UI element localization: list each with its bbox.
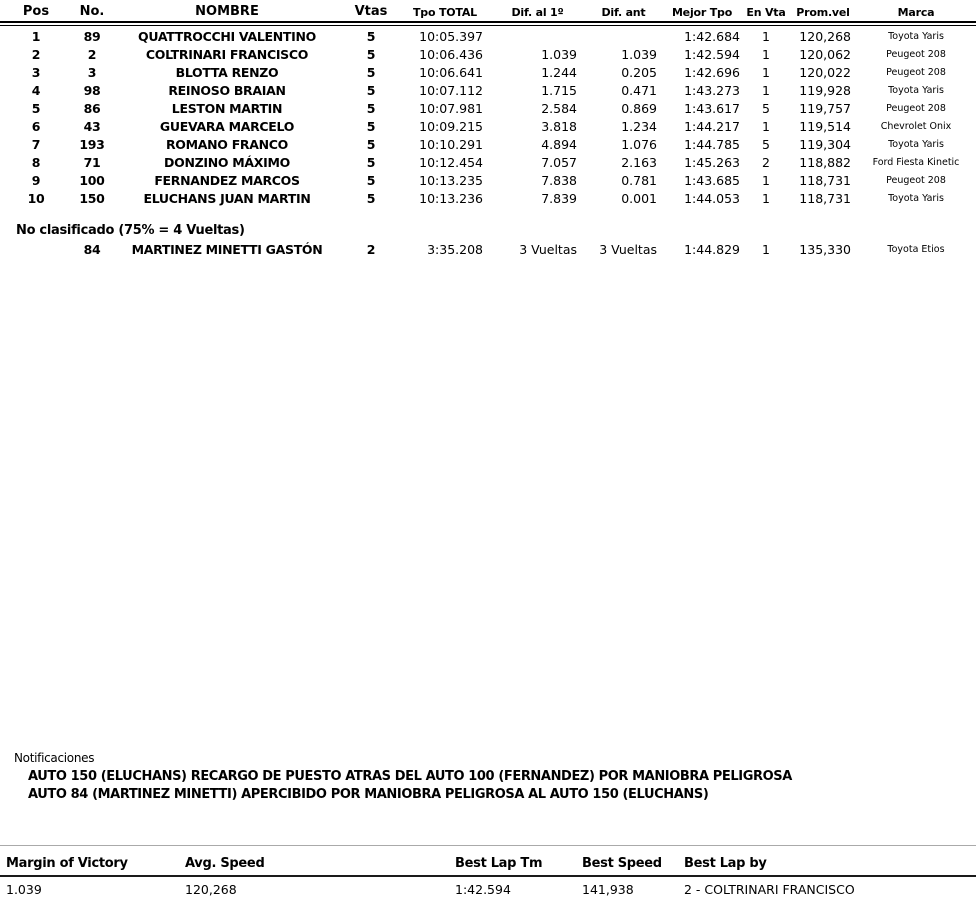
cell-nombre: BLOTTA RENZO	[175, 64, 279, 80]
table-row	[0, 117, 976, 135]
cell-tpo-total: 10:07.112	[419, 82, 483, 98]
cell-dif-al-1	[490, 27, 585, 45]
cell-tpo-total: 10:07.981	[419, 100, 483, 116]
table-row	[0, 153, 976, 171]
table-row	[0, 81, 976, 99]
not-classified-heading: No clasificado (75% = 4 Vueltas)	[16, 223, 245, 238]
cell-tpo-total: 10:10.291	[419, 136, 483, 152]
column-header-prom-vel: Prom.vel	[796, 6, 850, 19]
cell-marca: Peugeot 208	[886, 102, 946, 114]
summary-value-avg-speed: 120,268	[185, 882, 237, 897]
cell-mejor-tpo: 1:44.785	[684, 136, 740, 152]
table-row	[0, 99, 976, 117]
cell-marca: Ford Fiesta Kinetic	[872, 156, 960, 168]
cell-tpo-total: 10:06.641	[419, 64, 483, 80]
cell-pos	[0, 240, 72, 259]
cell-dif-al-1: 3 Vueltas	[519, 242, 577, 257]
cell-dif-ant: 0.471	[621, 82, 657, 98]
cell-dif-ant: 1.076	[621, 136, 657, 152]
cell-en-vta: 1	[762, 242, 770, 257]
cell-marca: Toyota Etios	[887, 244, 945, 255]
cell-nombre: LESTON MARTIN	[171, 100, 283, 116]
cell-pos: 6	[31, 118, 41, 134]
cell-marca: Peugeot 208	[886, 66, 946, 78]
notification-item: AUTO 84 (MARTINEZ MINETTI) APERCIBIDO POR MANIOBRA PELIGROSA AL AUTO 150 (ELUCHANS)	[28, 787, 709, 802]
cell-en-vta: 5	[762, 100, 770, 116]
cell-marca: Toyota Yaris	[888, 138, 944, 150]
cell-dif-al-1: 1.715	[541, 82, 577, 98]
cell-no: 84	[83, 242, 101, 257]
cell-tpo-total: 10:12.454	[419, 154, 483, 170]
cell-no: 150	[79, 190, 105, 206]
notifications-title: Notificaciones	[14, 751, 95, 765]
cell-prom-vel: 119,757	[799, 100, 851, 116]
table-row	[0, 240, 976, 259]
cell-mejor-tpo: 1:42.684	[684, 28, 740, 44]
summary-section	[0, 845, 976, 899]
results-table	[0, 0, 976, 207]
header-rule-thick	[0, 21, 976, 23]
cell-vtas: 5	[366, 136, 376, 152]
cell-dif-al-1: 7.838	[541, 172, 577, 188]
cell-pos: 5	[31, 100, 41, 116]
cell-dif-ant	[585, 27, 662, 45]
cell-pos: 9	[31, 172, 41, 188]
cell-tpo-total: 10:13.236	[419, 190, 483, 206]
cell-tpo-total: 3:35.208	[427, 242, 483, 257]
column-header-dif-al-1: Dif. al 1º	[511, 6, 564, 19]
cell-mejor-tpo: 1:43.273	[684, 82, 740, 98]
cell-pos: 1	[31, 28, 41, 44]
cell-marca: Toyota Yaris	[888, 84, 944, 96]
cell-no: 193	[79, 136, 105, 152]
notifications-list	[0, 768, 976, 804]
cell-marca: Peugeot 208	[886, 48, 946, 60]
summary-value-margin-of-victory: 1.039	[6, 882, 42, 897]
column-header-en-vta: En Vta	[746, 6, 786, 19]
cell-no: 71	[83, 154, 101, 170]
cell-dif-al-1: 7.839	[541, 190, 577, 206]
cell-marca: Peugeot 208	[886, 174, 946, 186]
not-classified-table	[0, 240, 976, 259]
cell-en-vta: 1	[762, 172, 770, 188]
cell-prom-vel: 120,268	[799, 28, 851, 44]
cell-mejor-tpo: 1:43.617	[684, 100, 740, 116]
cell-dif-al-1: 1.039	[541, 46, 577, 62]
cell-marca: Toyota Yaris	[888, 192, 944, 204]
cell-pos: 2	[31, 46, 41, 62]
cell-nombre: GUEVARA MARCELO	[159, 118, 295, 134]
cell-vtas: 5	[366, 118, 376, 134]
cell-dif-al-1: 4.894	[541, 136, 577, 152]
cell-no: 100	[79, 172, 105, 188]
summary-value-best-lap-by: 2 - COLTRINARI FRANCISCO	[684, 882, 855, 897]
cell-en-vta: 1	[762, 28, 770, 44]
cell-marca: Toyota Yaris	[888, 30, 944, 42]
cell-prom-vel: 120,022	[799, 64, 851, 80]
cell-en-vta: 1	[762, 190, 770, 206]
cell-dif-al-1: 1.244	[541, 64, 577, 80]
cell-mejor-tpo: 1:44.053	[684, 190, 740, 206]
table-row	[0, 171, 976, 189]
summary-header-margin-of-victory: Margin of Victory	[6, 856, 128, 871]
cell-en-vta: 1	[762, 46, 770, 62]
cell-pos: 4	[31, 82, 41, 98]
cell-prom-vel: 118,731	[799, 190, 851, 206]
cell-nombre: REINOSO BRAIAN	[168, 82, 286, 98]
summary-header-best-lap-by: Best Lap by	[684, 856, 767, 871]
table-row	[0, 45, 976, 63]
cell-no: 89	[83, 28, 101, 44]
cell-vtas: 5	[366, 28, 376, 44]
summary-value-best-speed: 141,938	[582, 882, 634, 897]
summary-value-row	[0, 882, 976, 898]
cell-prom-vel: 135,330	[799, 242, 851, 257]
cell-tpo-total: 10:09.215	[419, 118, 483, 134]
summary-rule-light	[0, 845, 976, 846]
column-header-mejor-tpo: Mejor Tpo	[671, 6, 733, 19]
cell-prom-vel: 119,304	[799, 136, 851, 152]
cell-dif-ant: 0.869	[621, 100, 657, 116]
cell-dif-al-1: 7.057	[541, 154, 577, 170]
table-row	[0, 135, 976, 153]
cell-vtas: 2	[366, 242, 376, 257]
header-rule-thin	[0, 25, 976, 26]
cell-pos: 7	[31, 136, 41, 152]
summary-rule-dark	[0, 875, 976, 877]
cell-tpo-total: 10:06.436	[419, 46, 483, 62]
cell-no: 86	[83, 100, 101, 116]
cell-nombre: MARTINEZ MINETTI GASTÓN	[131, 242, 323, 257]
cell-dif-al-1: 2.584	[541, 100, 577, 116]
summary-header-row	[0, 856, 976, 872]
table-row	[0, 63, 976, 81]
summary-header-best-lap-tm: Best Lap Tm	[455, 856, 543, 871]
cell-mejor-tpo: 1:43.685	[684, 172, 740, 188]
notification-item: AUTO 150 (ELUCHANS) RECARGO DE PUESTO ATRAS DEL AUTO 100 (FERNANDEZ) POR MANIOBRA PELIGROSA	[28, 769, 792, 784]
cell-mejor-tpo: 1:44.217	[684, 118, 740, 134]
cell-dif-ant: 2.163	[621, 154, 657, 170]
cell-mejor-tpo: 1:44.829	[684, 242, 740, 257]
cell-prom-vel: 119,514	[799, 118, 851, 134]
cell-nombre: ELUCHANS JUAN MARTIN	[143, 190, 311, 206]
cell-nombre: QUATTROCCHI VALENTINO	[138, 28, 316, 44]
column-header-marca: Marca	[897, 6, 935, 19]
cell-vtas: 5	[366, 46, 376, 62]
cell-mejor-tpo: 1:45.263	[684, 154, 740, 170]
table-row	[0, 189, 976, 207]
table-row	[0, 27, 976, 45]
cell-nombre: FERNANDEZ MARCOS	[154, 172, 300, 188]
cell-nombre: ROMANO FRANCO	[165, 136, 288, 152]
cell-mejor-tpo: 1:42.696	[684, 64, 740, 80]
cell-en-vta: 2	[762, 154, 770, 170]
cell-vtas: 5	[366, 100, 376, 116]
cell-no: 3	[87, 64, 97, 80]
cell-dif-ant: 1.039	[621, 46, 657, 62]
column-header-vtas: Vtas	[354, 4, 388, 19]
cell-vtas: 5	[366, 154, 376, 170]
cell-marca: Chevrolet Onix	[880, 120, 952, 132]
cell-dif-ant: 3 Vueltas	[599, 242, 657, 257]
column-header-no: No.	[79, 4, 105, 19]
cell-pos: 3	[31, 64, 41, 80]
cell-prom-vel: 119,928	[799, 82, 851, 98]
cell-dif-ant: 1.234	[621, 118, 657, 134]
cell-en-vta: 1	[762, 64, 770, 80]
cell-prom-vel: 118,882	[799, 154, 851, 170]
cell-nombre: COLTRINARI FRANCISCO	[145, 46, 309, 62]
summary-header-best-speed: Best Speed	[582, 856, 662, 871]
cell-en-vta: 5	[762, 136, 770, 152]
cell-vtas: 5	[366, 64, 376, 80]
cell-pos: 8	[31, 154, 41, 170]
cell-mejor-tpo: 1:42.594	[684, 46, 740, 62]
cell-no: 43	[83, 118, 101, 134]
summary-header-avg-speed: Avg. Speed	[185, 856, 265, 871]
cell-no: 98	[83, 82, 101, 98]
column-header-tpo-total: Tpo TOTAL	[413, 6, 477, 19]
cell-prom-vel: 118,731	[799, 172, 851, 188]
cell-vtas: 5	[366, 82, 376, 98]
cell-en-vta: 1	[762, 118, 770, 134]
cell-no: 2	[87, 46, 97, 62]
column-header-nombre: NOMBRE	[195, 4, 259, 19]
cell-en-vta: 1	[762, 82, 770, 98]
cell-prom-vel: 120,062	[799, 46, 851, 62]
column-header-pos: Pos	[22, 4, 50, 19]
column-header-dif-ant: Dif. ant	[601, 6, 646, 19]
cell-tpo-total: 10:05.397	[419, 28, 483, 44]
cell-dif-al-1: 3.818	[541, 118, 577, 134]
notifications-section	[0, 751, 976, 804]
cell-tpo-total: 10:13.235	[419, 172, 483, 188]
cell-vtas: 5	[366, 190, 376, 206]
cell-nombre: DONZINO MÁXIMO	[164, 154, 290, 170]
cell-dif-ant: 0.781	[621, 172, 657, 188]
cell-dif-ant: 0.001	[621, 190, 657, 206]
table-header-row	[0, 0, 976, 21]
cell-vtas: 5	[366, 172, 376, 188]
cell-pos: 10	[27, 190, 45, 206]
summary-value-best-lap-tm: 1:42.594	[455, 882, 511, 897]
cell-dif-ant: 0.205	[621, 64, 657, 80]
